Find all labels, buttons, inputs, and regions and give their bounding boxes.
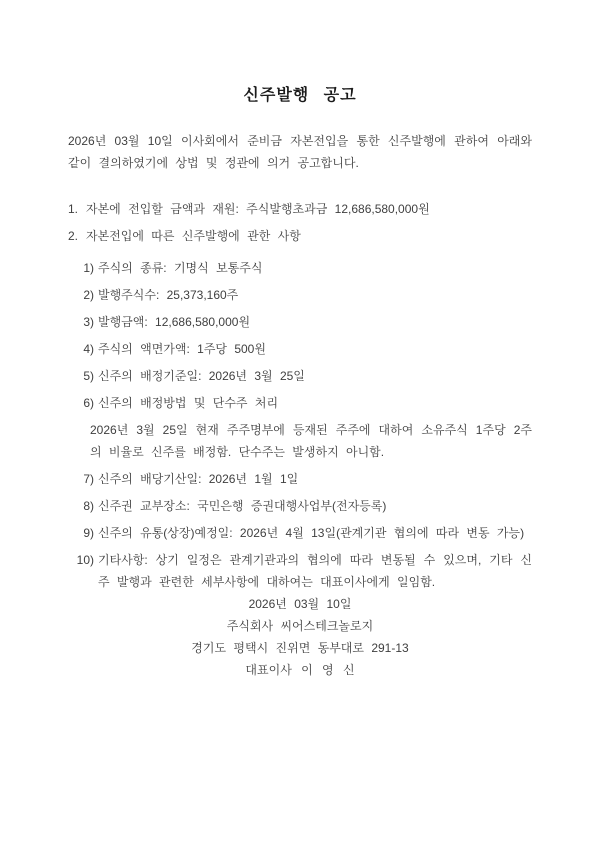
list-item-2 <box>68 225 532 247</box>
sub-item-8 <box>68 495 532 517</box>
sub-item-number: 4) <box>83 342 94 356</box>
sub-item-10 <box>68 549 532 593</box>
sub-item-text: 주식의 종류: 기명식 보통주식 <box>98 261 263 275</box>
closing-block <box>68 593 532 681</box>
company-name: 주식회사 씨어스테크놀로지 <box>226 619 374 633</box>
sub-item-5 <box>68 365 532 387</box>
closing-date: 2026년 03월 10일 <box>248 597 352 611</box>
sub-item-2 <box>68 284 532 306</box>
document-title: 신주발행 공고 <box>243 87 357 104</box>
item-number: 1. <box>68 202 79 216</box>
sub-item-text: 신주의 유통(상장)예정일: 2026년 4월 13일(관계기관 협의에 따라 변동 가능) <box>98 526 525 540</box>
sub-item-number: 6) <box>83 396 94 410</box>
ceo-name: 대표이사 이 영 신 <box>245 663 355 677</box>
item-text: 자본전입에 따른 신주발행에 관한 사항 <box>86 229 301 243</box>
item-text: 자본에 전입할 금액과 재원: 주식발행초과금 12,686,580,000원 <box>86 202 430 216</box>
sub-item-7 <box>68 468 532 490</box>
item-number: 2. <box>68 229 79 243</box>
sub-item-text: 신주의 배정방법 및 단수주 처리 <box>98 396 279 410</box>
sub-item-text: 주식의 액면가액: 1주당 500원 <box>98 342 266 356</box>
sub-item-text: 신주의 배당기산일: 2026년 1월 1일 <box>98 472 299 486</box>
sub-item-number: 5) <box>83 369 94 383</box>
sub-item-number: 9) <box>83 526 94 540</box>
sub-item-number: 10) <box>76 553 94 567</box>
intro-paragraph: 2026년 03월 10일 이사회에서 준비금 자본전입을 통한 신주발행에 관하여 아래와 같이 결의하였기에 상법 및 정관에 의거 공고합니다. <box>68 134 532 170</box>
sub-item-9 <box>68 522 532 544</box>
sub-item-6 <box>68 392 532 414</box>
sub-item-number: 8) <box>83 499 94 513</box>
sub-item-4 <box>68 338 532 360</box>
sub-item-3 <box>68 311 532 333</box>
sub-item-list <box>68 247 532 593</box>
sub-item-text: 발행금액: 12,686,580,000원 <box>98 315 251 329</box>
list-item-1 <box>68 198 532 220</box>
company-address: 경기도 평택시 진위면 동부대로 291-13 <box>191 641 409 655</box>
sub-item-6-detail-paragraph: 2026년 3월 25일 현재 주주명부에 등재된 주주에 대하여 소유주식 1주당 2주의 비율로 신주를 배정함. 단수주는 발생하지 아니함. <box>90 423 532 459</box>
sub-item-text: 기타사항: 상기 일정은 관계기관과의 협의에 따라 변동될 수 있으며, 기타 신주 발행과 관련한 세부사항에 대하여는 대표이사에게 일임함. <box>98 553 532 589</box>
sub-item-text: 발행주식수: 25,373,160주 <box>98 288 239 302</box>
sub-item-1 <box>68 257 532 279</box>
sub-item-text: 신주권 교부장소: 국민은행 증권대행사업부(전자등록) <box>98 499 387 513</box>
sub-item-number: 1) <box>83 261 94 275</box>
sub-item-number: 7) <box>83 472 94 486</box>
sub-item-number: 2) <box>83 288 94 302</box>
sub-item-text: 신주의 배정기준일: 2026년 3월 25일 <box>98 369 305 383</box>
sub-item-number: 3) <box>83 315 94 329</box>
